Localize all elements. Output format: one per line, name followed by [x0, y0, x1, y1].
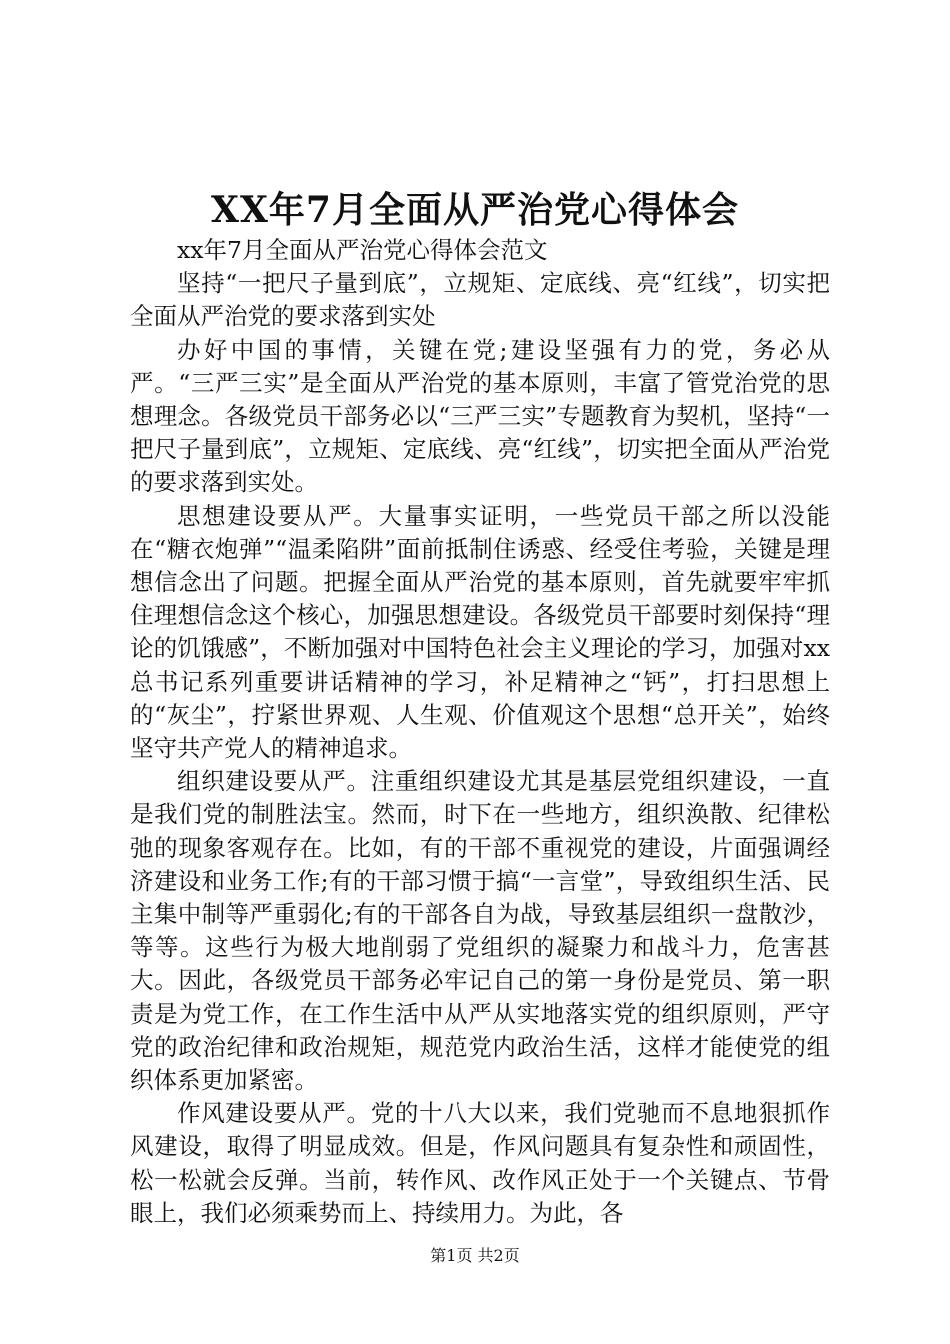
document-title: XX年7月全面从严治党心得体会 [211, 189, 739, 231]
page-footer: 第1页 共2页 [430, 1246, 520, 1265]
paragraph-organization: 组织建设要从严。注重组织建设尤其是基层党组织建设，一直是我们党的制胜法宝。然而，时下在一些地方，组织涣散、纪律松弛的现象客观存在。比如，有的干部不重视党的建设，片面强调经济建设和业务工作;有的干部习惯于搞“一言堂”，导致组织生活、民主集中制等严重弱化;有的干部各自为战，导致基层组织一盘散沙，等等。这些行为极大地削弱了党组织的凝聚力和战斗力，危害甚大。因此，各级党员干部务必牢记自己的第一身份是党员、第一职责是为党工作，在工作生活中从严从实地落实党的组织原则，严守党的政治纪律和政治规矩，规范党内政治生活，这样才能使党的组织体系更加紧密。 [130, 767, 830, 1095]
paragraph-intro: 办好中国的事情，关键在党;建设坚强有力的党，务必从严。“三严三实”是全面从严治党的基本原则，丰富了管党治党的思想理念。各级党员干部务必以“三严三实”专题教育为契机，坚持“一把尺子量到底”，立规矩、定底线、亮“红线”，切实把全面从严治党的要求落到实处。 [130, 335, 830, 497]
document-body [130, 234, 830, 1230]
paragraph-heading: 坚持“一把尺子量到底”，立规矩、定底线、亮“红线”，切实把全面从严治党的要求落到实处 [130, 269, 830, 331]
paragraph-work-style: 作风建设要从严。党的十八大以来，我们党驰而不息地狠抓作风建设，取得了明显成效。但是，作风问题具有复杂性和顽固性，松一松就会反弹。当前，转作风、改作风正处于一个关键点、节骨眼上，我们必须乘势而上、持续用力。为此，各 [130, 1099, 830, 1227]
paragraph-subtitle: xx年7月全面从严治党心得体会范文 [177, 236, 548, 264]
paragraph-ideology: 思想建设要从严。大量事实证明，一些党员干部之所以没能在“糖衣炮弹”“温柔陷阱”面前抵制住诱惑、经受住考验，关键是理想信念出了问题。把握全面从严治党的基本原则，首先就要牢牢抓住理想信念这个核心，加强思想建设。各级党员干部要时刻保持“理论的饥饿感”，不断加强对中国特色社会主义理论的学习，加强对xx总书记系列重要讲话精神的学习，补足精神之“钙”，打扫思想上的“灰尘”，拧紧世界观、人生观、价值观这个思想“总开关”，始终坚守共产党人的精神追求。 [130, 501, 830, 763]
